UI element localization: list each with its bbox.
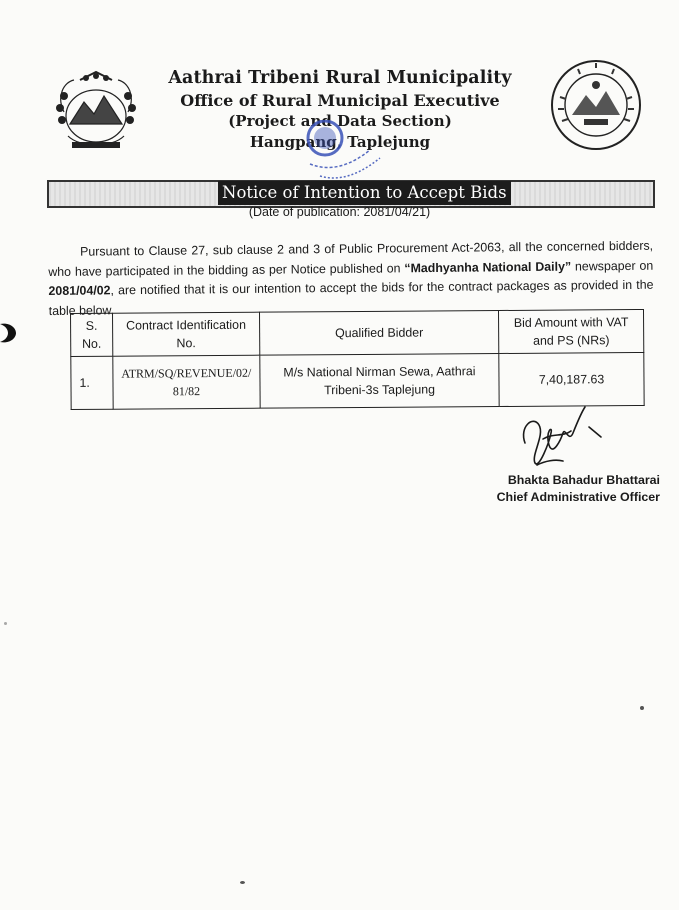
header-qualified-bidder: Qualified Bidder [259,311,499,356]
speck [240,881,245,884]
cell-qualified-bidder: M/s National Nirman Sewa, Aathrai Tribeni-3s Taplejung [260,354,500,409]
municipality-seal-icon [548,57,644,153]
paragraph-text-a: Pursuant to Clause 27, sub clause 2 and 3 of Public Procurement Act-2063, all the concerned bidders, who have participated in the bidding as per Notice published on [48,239,654,279]
hole-punch-mark [0,322,16,344]
signatory-title: Chief Administrative Officer [496,490,660,504]
notice-title: Notice of Intention to Accept Bids [218,181,511,205]
newspaper-name: “Madhyanha National Daily” [404,259,572,276]
speck [640,706,644,710]
notice-date: 2081/04/02 [48,283,111,299]
paragraph-text-c: , are notified that it is our intention to accept the bids for the contract packages as provided in the table below. [48,278,654,318]
speck [4,622,7,625]
office-name: Office of Rural Municipal Executive [180,91,500,110]
table-row [71,352,644,409]
bids-table [70,309,645,410]
organization-name: Aathrai Tribeni Rural Municipality [168,68,512,88]
table-header-row [71,309,644,356]
header-serial-number: S. No. [71,313,113,356]
signatory-block [470,472,660,506]
cell-bid-amount: 7,40,187.63 [499,352,644,406]
cell-contract-id: ATRM/SQ/REVENUE/02/ 81/82 [113,355,260,409]
publication-date: (Date of publication: 2081/04/21) [248,205,431,219]
nepal-government-emblem-icon [50,66,142,154]
handwritten-signature [505,403,615,473]
paragraph-text-b: newspaper on [571,258,654,274]
section-name: (Project and Data Section) [228,112,452,130]
location: Hangpang, Taplejung [249,133,431,151]
header-contract-id: Contract Identification No. [112,312,259,356]
signatory-name: Bhakta Bahadur Bhattarai [507,473,660,487]
header-bid-amount: Bid Amount with VAT and PS (NRs) [499,309,644,353]
cell-serial-number: 1. [71,356,113,409]
